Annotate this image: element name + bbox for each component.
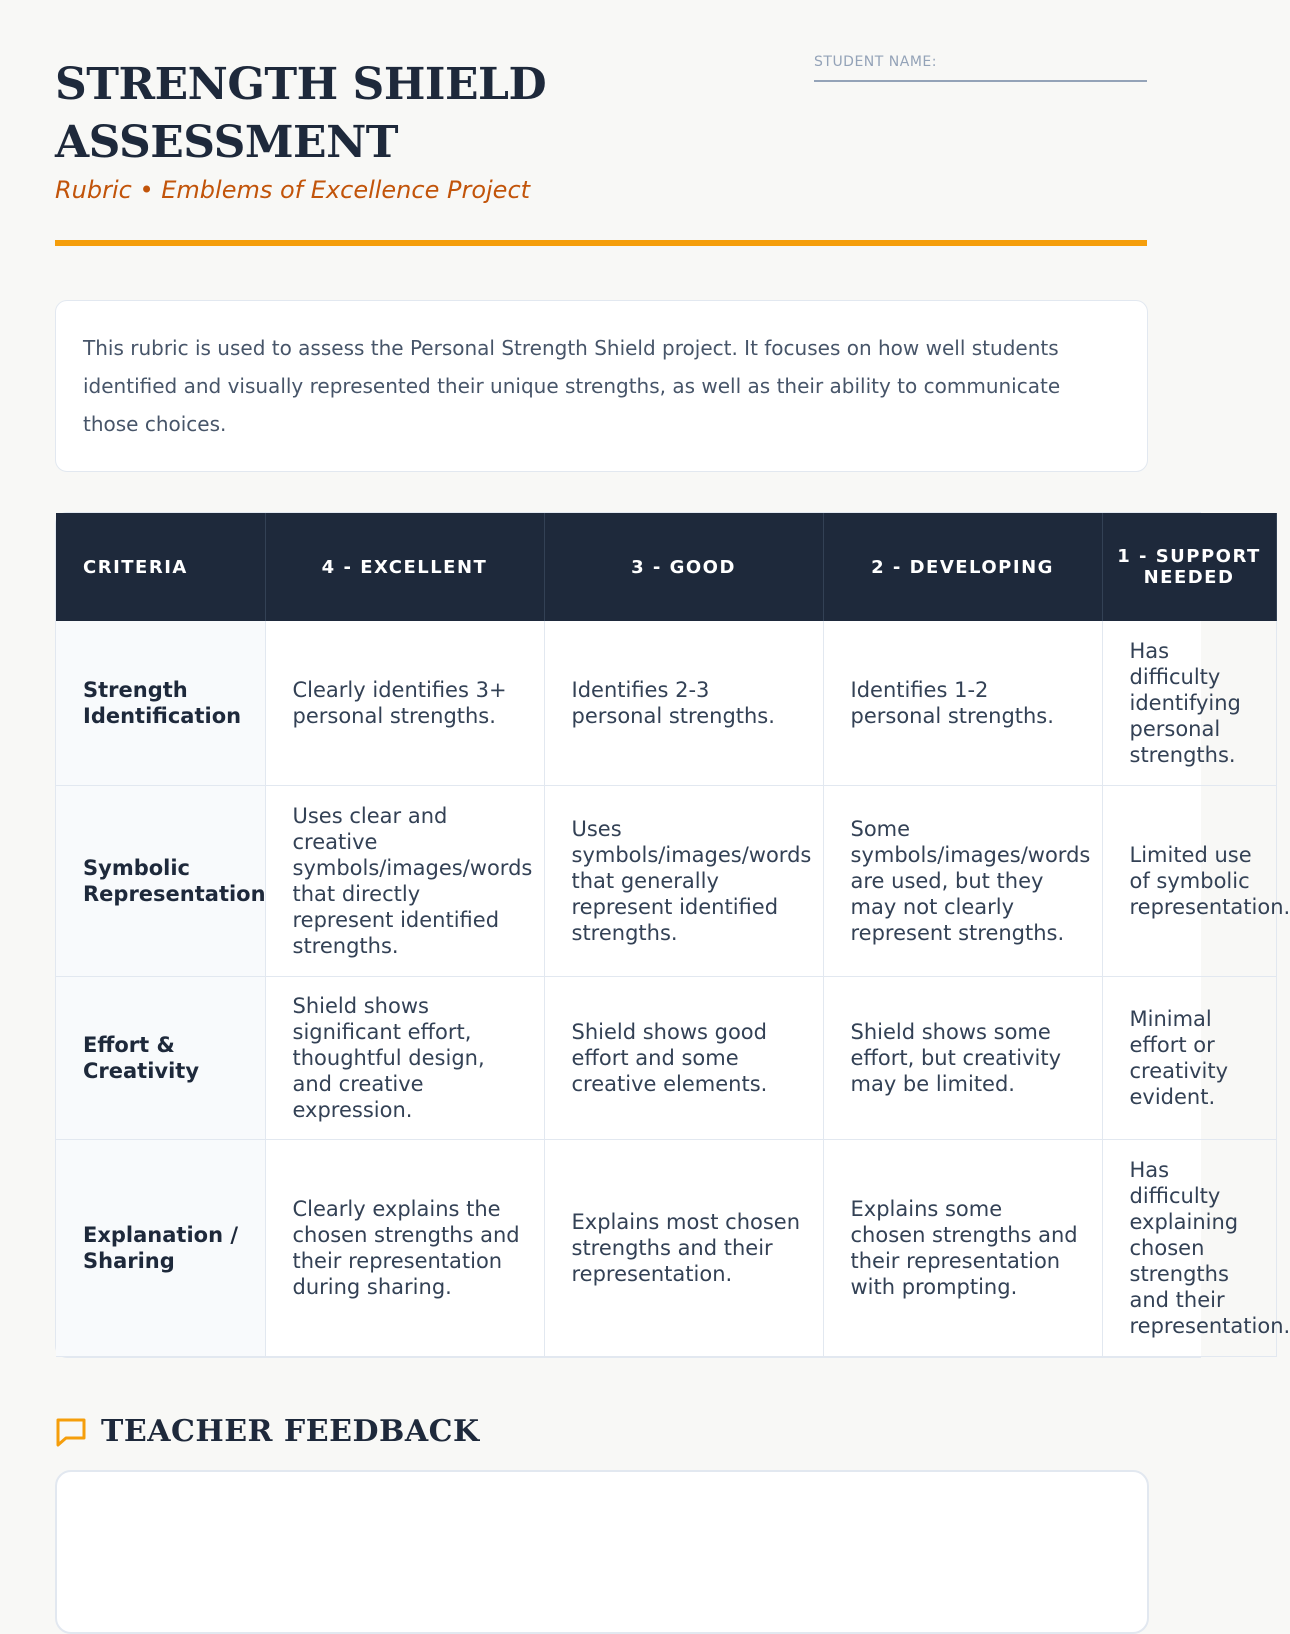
criteria-cell: Strength Identification: [56, 621, 265, 785]
header-divider: [55, 240, 1147, 246]
rubric-table: [56, 513, 1290, 1357]
table-row: [56, 621, 1276, 785]
intro-text: This rubric is used to assess the Personal Strength Shield project. It focuses on how well students identified and visually represented their unique strengths, as well as their ability to communicate those choices.: [83, 336, 1061, 436]
table-row: [56, 785, 1276, 976]
excellent-cell: Uses clear and creative symbols/images/words that directly represent identified strengths.: [265, 785, 544, 976]
support-cell: Limited use of symbolic representation.: [1102, 785, 1276, 976]
feedback-section-header: [55, 1414, 480, 1449]
criteria-cell: Symbolic Representation: [56, 785, 265, 976]
criteria-cell: Effort & Creativity: [56, 976, 265, 1139]
rubric-header-row: [56, 513, 1276, 621]
feedback-title: TEACHER FEEDBACK: [101, 1414, 480, 1449]
good-cell: Identifies 2-3 personal strengths.: [544, 621, 823, 785]
good-cell: Uses symbols/images/words that generally represent identified strengths.: [544, 785, 823, 976]
developing-cell: Identifies 1-2 personal strengths.: [823, 621, 1102, 785]
excellent-cell: Clearly explains the chosen strengths and their representation during sharing.: [265, 1139, 544, 1356]
support-cell: Has difficulty explaining chosen strengths and their representation.: [1102, 1139, 1276, 1356]
developing-cell: Some symbols/images/words are used, but they may not clearly represent strengths.: [823, 785, 1102, 976]
column-header-support: 1 - SUPPORT NEEDED: [1102, 513, 1276, 621]
rubric-page: [55, 0, 1290, 1449]
intro-box: [55, 300, 1148, 472]
column-header-good: 3 - GOOD: [544, 513, 823, 621]
column-header-developing: 2 - DEVELOPING: [823, 513, 1102, 621]
feedback-textarea[interactable]: [55, 1470, 1149, 1634]
table-row: [56, 1139, 1276, 1356]
speech-bubble-icon: [55, 1416, 87, 1448]
support-cell: Minimal effort or creativity evident.: [1102, 976, 1276, 1139]
student-name-field[interactable]: [814, 54, 1147, 82]
student-name-label: STUDENT NAME:: [814, 54, 937, 70]
page-title: STRENGTH SHIELD ASSESSMENT: [55, 59, 547, 168]
page-subtitle: Rubric • Emblems of Excellence Project: [55, 176, 531, 204]
good-cell: Explains most chosen strengths and their representation.: [544, 1139, 823, 1356]
excellent-cell: Clearly identifies 3+ personal strengths.: [265, 621, 544, 785]
column-header-criteria: CRITERIA: [56, 513, 265, 621]
page-header: [55, 0, 1147, 248]
column-header-excellent: 4 - EXCELLENT: [265, 513, 544, 621]
developing-cell: Explains some chosen strengths and their representation with prompting.: [823, 1139, 1102, 1356]
rubric-table-container: [55, 512, 1290, 1358]
good-cell: Shield shows good effort and some creative elements.: [544, 976, 823, 1139]
developing-cell: Shield shows some effort, but creativity may be limited.: [823, 976, 1102, 1139]
support-cell: Has difficulty identifying personal strengths.: [1102, 621, 1276, 785]
table-row: [56, 976, 1276, 1139]
excellent-cell: Shield shows significant effort, thoughtful design, and creative expression.: [265, 976, 544, 1139]
criteria-cell: Explanation / Sharing: [56, 1139, 265, 1356]
